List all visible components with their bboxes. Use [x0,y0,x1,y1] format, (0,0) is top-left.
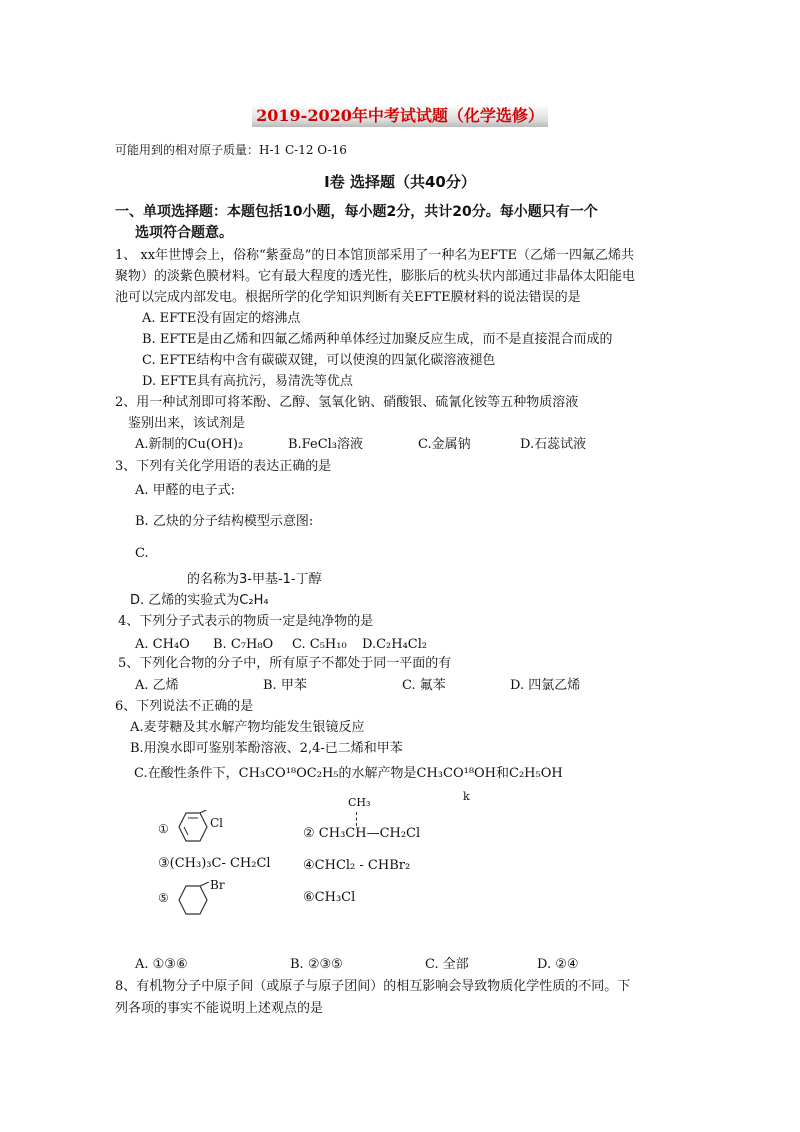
q2-option-d: D.石蕊试液 [520,437,587,452]
q6-option-a: A.麦芽糖及其水解产物均能发生银镜反应 [130,720,365,735]
q3-option-d: D. 乙烯的实验式为C₂H₄ [130,593,269,608]
q5-option-a: A. 乙烯 [135,678,179,693]
q6-option-b: B.用溴水即可鉴别苯酚溶液、2,4-已二烯和甲苯 [130,741,403,756]
q7-option-a: A. ①③⑥ [135,957,188,972]
structure-6: ⑥CH₃Cl [303,890,356,905]
q1-option-b: B. EFTE是由乙烯和四氟乙烯两种单体经过加聚反应生成，而不是直接混合而成的 [142,332,613,347]
q1-option-c: C. EFTE结构中含有碳碳双键，可以使溴的四氯化碳溶液褪色 [142,353,496,368]
q4-option-a: A. CH₄O [135,637,190,652]
q4-option-c: C. C₅H₁₀ [292,637,347,652]
structure-5-number: ⑤ [158,891,169,905]
structure-5-label: Br [210,878,225,892]
q6-option-c: C.在酸性条件下，CH₃CO¹⁸OC₂H₅的水解产物是CH₃CO¹⁸OH和C₂H₅OH [134,766,563,781]
q4-option-d: D.C₂H₄Cl₂ [362,637,428,652]
q3-stem: 3、下列有关化学用语的表达正确的是 [115,459,332,474]
structure-1-label: Cl [210,816,224,830]
q3-option-a: A. 甲醛的电子式: [135,483,236,498]
part1-instruction-line2: 选项符合题意。 [135,225,233,241]
structure-2-bond [356,812,358,826]
q6-stem: 6、下列说法不正确的是 [115,699,254,714]
stray-mark: k [463,790,470,803]
q2-stem-line2: 鉴别出来，该试剂是 [128,416,246,431]
q7-option-c: C. 全部 [425,957,469,972]
structure-1-number: ① [158,822,169,836]
q2-option-a: A.新制的Cu(OH)₂ [135,437,244,452]
q8-stem-line2: 列各项的事实不能说明上述观点的是 [115,1001,324,1016]
q1-option-d: D. EFTE具有高抗污，易清洗等优点 [142,374,353,389]
q7-option-d: D. ②④ [537,957,579,972]
q3-option-c-name: 的名称为3-甲基-1-丁醇 [187,572,322,587]
atomic-mass-note: 可能用到的相对原子质量：H-1 C-12 O-16 [115,143,347,157]
q5-option-d: D. 四氯乙烯 [510,678,581,693]
structure-2-methyl: CH₃ [348,796,371,809]
q3-option-b: B. 乙炔的分子结构模型示意图: [135,514,314,529]
q5-option-b: B. 甲苯 [263,678,307,693]
q3-option-c: C. [135,546,149,561]
q2-option-b: B.FeCl₃溶液 [288,437,364,452]
q2-stem-line1: 2、用一种试剂即可将苯酚、乙醇、氢氧化钠、硝酸银、硫氰化铵等五种物质溶液 [115,395,579,410]
q1-stem-line3: 池可以完成内部发电。根据所学的化学知识判断有关EFTE膜材料的说法错误的是 [115,290,581,305]
q5-stem: 5、下列化合物的分子中，所有原子不都处于同一平面的有 [118,656,452,671]
page-title: 2019-2020年中考试试题（化学选修） [0,108,800,124]
structure-3: ③(CH₃)₃C- CH₂Cl [158,856,271,871]
q8-stem-line1: 8、有机物分子中原子间（或原子与原子团间）的相互影响会导致物质化学性质的不同。下 [115,979,631,994]
q2-option-c: C.金属钠 [418,437,471,452]
section-heading: Ⅰ卷 选择题（共40分） [324,173,476,191]
q1-stem-line2: 聚物）的淡紫色膜材料。它有最大程度的透光性，膨胀后的枕头状内部通过非晶体太阳能电 [115,269,636,284]
q1-option-a: A. EFTE没有固定的熔沸点 [142,311,301,326]
q1-stem-line1: 1、 xx年世博会上，俗称“紫蚕岛”的日本馆顶部采用了一种名为EFTE（乙烯一四氟乙烯共 [115,248,635,263]
q4-option-b: B. C₇H₈O [213,637,274,652]
part1-instruction-line1: 一、单项选择题：本题包括10小题，每小题2分，共计20分。每小题只有一个 [115,204,598,220]
structure-2: ② CH₃CH—CH₂Cl [303,826,421,841]
q7-option-b: B. ②③⑤ [290,957,343,972]
structure-4: ④CHCl₂ - CHBr₂ [303,858,411,873]
q4-stem: 4、下列分子式表示的物质一定是纯净物的是 [118,614,374,629]
q5-option-c: C. 氟苯 [402,678,446,693]
